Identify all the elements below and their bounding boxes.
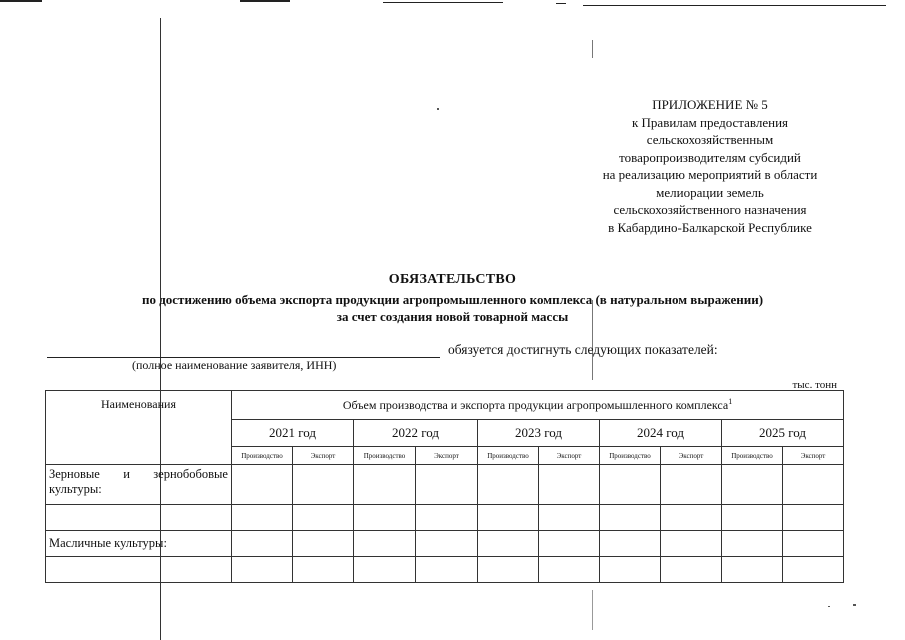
table-cell bbox=[539, 505, 600, 531]
table-cell bbox=[293, 557, 354, 583]
production-subheader: Производство bbox=[478, 447, 539, 465]
table-cell bbox=[293, 505, 354, 531]
year-header: 2022 год bbox=[354, 420, 478, 447]
appendix-line: товаропроизводителям субсидий bbox=[619, 149, 801, 165]
name-column-header bbox=[46, 391, 232, 465]
scan-edge-line bbox=[383, 2, 503, 3]
table-cell bbox=[416, 531, 478, 557]
table-row bbox=[46, 531, 844, 557]
table-cell bbox=[293, 531, 354, 557]
scan-speck bbox=[828, 606, 830, 607]
table-cell bbox=[783, 465, 844, 505]
export-subheader: Экспорт bbox=[783, 447, 844, 465]
table-row bbox=[46, 465, 844, 505]
scan-speck bbox=[437, 108, 439, 110]
row-name bbox=[46, 557, 232, 583]
export-subheader: Экспорт bbox=[661, 447, 722, 465]
indicators-table bbox=[45, 390, 844, 583]
table-cell bbox=[354, 557, 416, 583]
table-cell bbox=[478, 465, 539, 505]
appendix-line: на реализацию мероприятий в области bbox=[602, 167, 818, 182]
scan-edge-line bbox=[583, 5, 886, 6]
export-subheader: Экспорт bbox=[416, 447, 478, 465]
row-name bbox=[46, 505, 232, 531]
table-cell bbox=[416, 465, 478, 505]
table-cell bbox=[354, 505, 416, 531]
table-cell bbox=[783, 505, 844, 531]
table-row bbox=[46, 505, 844, 531]
name-header-text: Наименования bbox=[101, 397, 176, 411]
table-cell bbox=[232, 465, 293, 505]
production-subheader: Производство bbox=[722, 447, 783, 465]
document-subtitle: по достижению объема экспорта продукции агропромышленного комплекса (в натуральном выражении) bbox=[141, 292, 764, 307]
table-cell bbox=[232, 505, 293, 531]
year-header: 2024 год bbox=[600, 420, 722, 447]
table-cell bbox=[722, 465, 783, 505]
table-cell bbox=[722, 531, 783, 557]
appendix-line: сельскохозяйственным bbox=[646, 132, 774, 147]
year-header: 2023 год bbox=[478, 420, 600, 447]
table-cell bbox=[600, 531, 661, 557]
table-cell bbox=[661, 531, 722, 557]
fold-line bbox=[592, 40, 593, 58]
fold-line bbox=[592, 590, 593, 630]
table-cell bbox=[416, 505, 478, 531]
appendix-line: сельскохозяйственного назначения bbox=[613, 202, 807, 217]
obligates-text: обязуется достигнуть следующих показателей: bbox=[448, 342, 718, 357]
row-name: Зерновые и зернобобовые культуры: bbox=[46, 465, 232, 505]
table-cell bbox=[661, 505, 722, 531]
scan-edge-line bbox=[0, 0, 42, 2]
production-subheader: Производство bbox=[232, 447, 293, 465]
table-cell bbox=[232, 557, 293, 583]
table-row bbox=[46, 557, 844, 583]
appendix-line: к Правилам предоставления bbox=[631, 114, 789, 130]
table-cell bbox=[539, 531, 600, 557]
production-subheader: Производство bbox=[354, 447, 416, 465]
table-cell bbox=[600, 465, 661, 505]
export-subheader: Экспорт bbox=[539, 447, 600, 465]
table-cell bbox=[661, 557, 722, 583]
table-cell bbox=[539, 557, 600, 583]
table-cell bbox=[600, 505, 661, 531]
table-cell bbox=[232, 531, 293, 557]
production-subheader: Производство bbox=[600, 447, 661, 465]
scan-speck bbox=[853, 604, 856, 606]
volume-header-text: Объем производства и экспорта продукции агропромышленного комплекса bbox=[342, 398, 729, 412]
table-cell bbox=[722, 557, 783, 583]
scan-edge-line bbox=[240, 0, 290, 2]
table-cell bbox=[478, 557, 539, 583]
table-cell bbox=[416, 557, 478, 583]
unit-label: тыс. тонн bbox=[792, 379, 837, 391]
appendix-line: ПРИЛОЖЕНИЕ № 5 bbox=[652, 97, 768, 112]
table-cell bbox=[661, 465, 722, 505]
appendix-line: в Кабардино-Балкарской Республике bbox=[608, 219, 812, 235]
table-cell bbox=[783, 557, 844, 583]
appendix-line: мелиорации земель bbox=[656, 184, 764, 200]
table-cell bbox=[293, 465, 354, 505]
appendix-header bbox=[560, 96, 860, 236]
table-cell bbox=[354, 465, 416, 505]
table-cell bbox=[354, 531, 416, 557]
table-cell bbox=[539, 465, 600, 505]
table-cell bbox=[478, 505, 539, 531]
footnote-marker: 1 bbox=[728, 397, 733, 406]
export-subheader: Экспорт bbox=[293, 447, 354, 465]
table-cell bbox=[600, 557, 661, 583]
table-cell bbox=[783, 531, 844, 557]
year-header: 2025 год bbox=[722, 420, 844, 447]
applicant-note: (полное наименование заявителя, ИНН) bbox=[132, 358, 337, 372]
year-header: 2021 год bbox=[232, 420, 354, 447]
table-cell bbox=[478, 531, 539, 557]
document-subtitle: за счет создания новой товарной массы bbox=[336, 309, 569, 324]
volume-header bbox=[232, 391, 844, 420]
table-cell bbox=[722, 505, 783, 531]
document-title: ОБЯЗАТЕЛЬСТВО bbox=[388, 272, 517, 287]
scan-edge-line bbox=[556, 3, 566, 4]
row-name: Масличные культуры: bbox=[46, 531, 232, 557]
